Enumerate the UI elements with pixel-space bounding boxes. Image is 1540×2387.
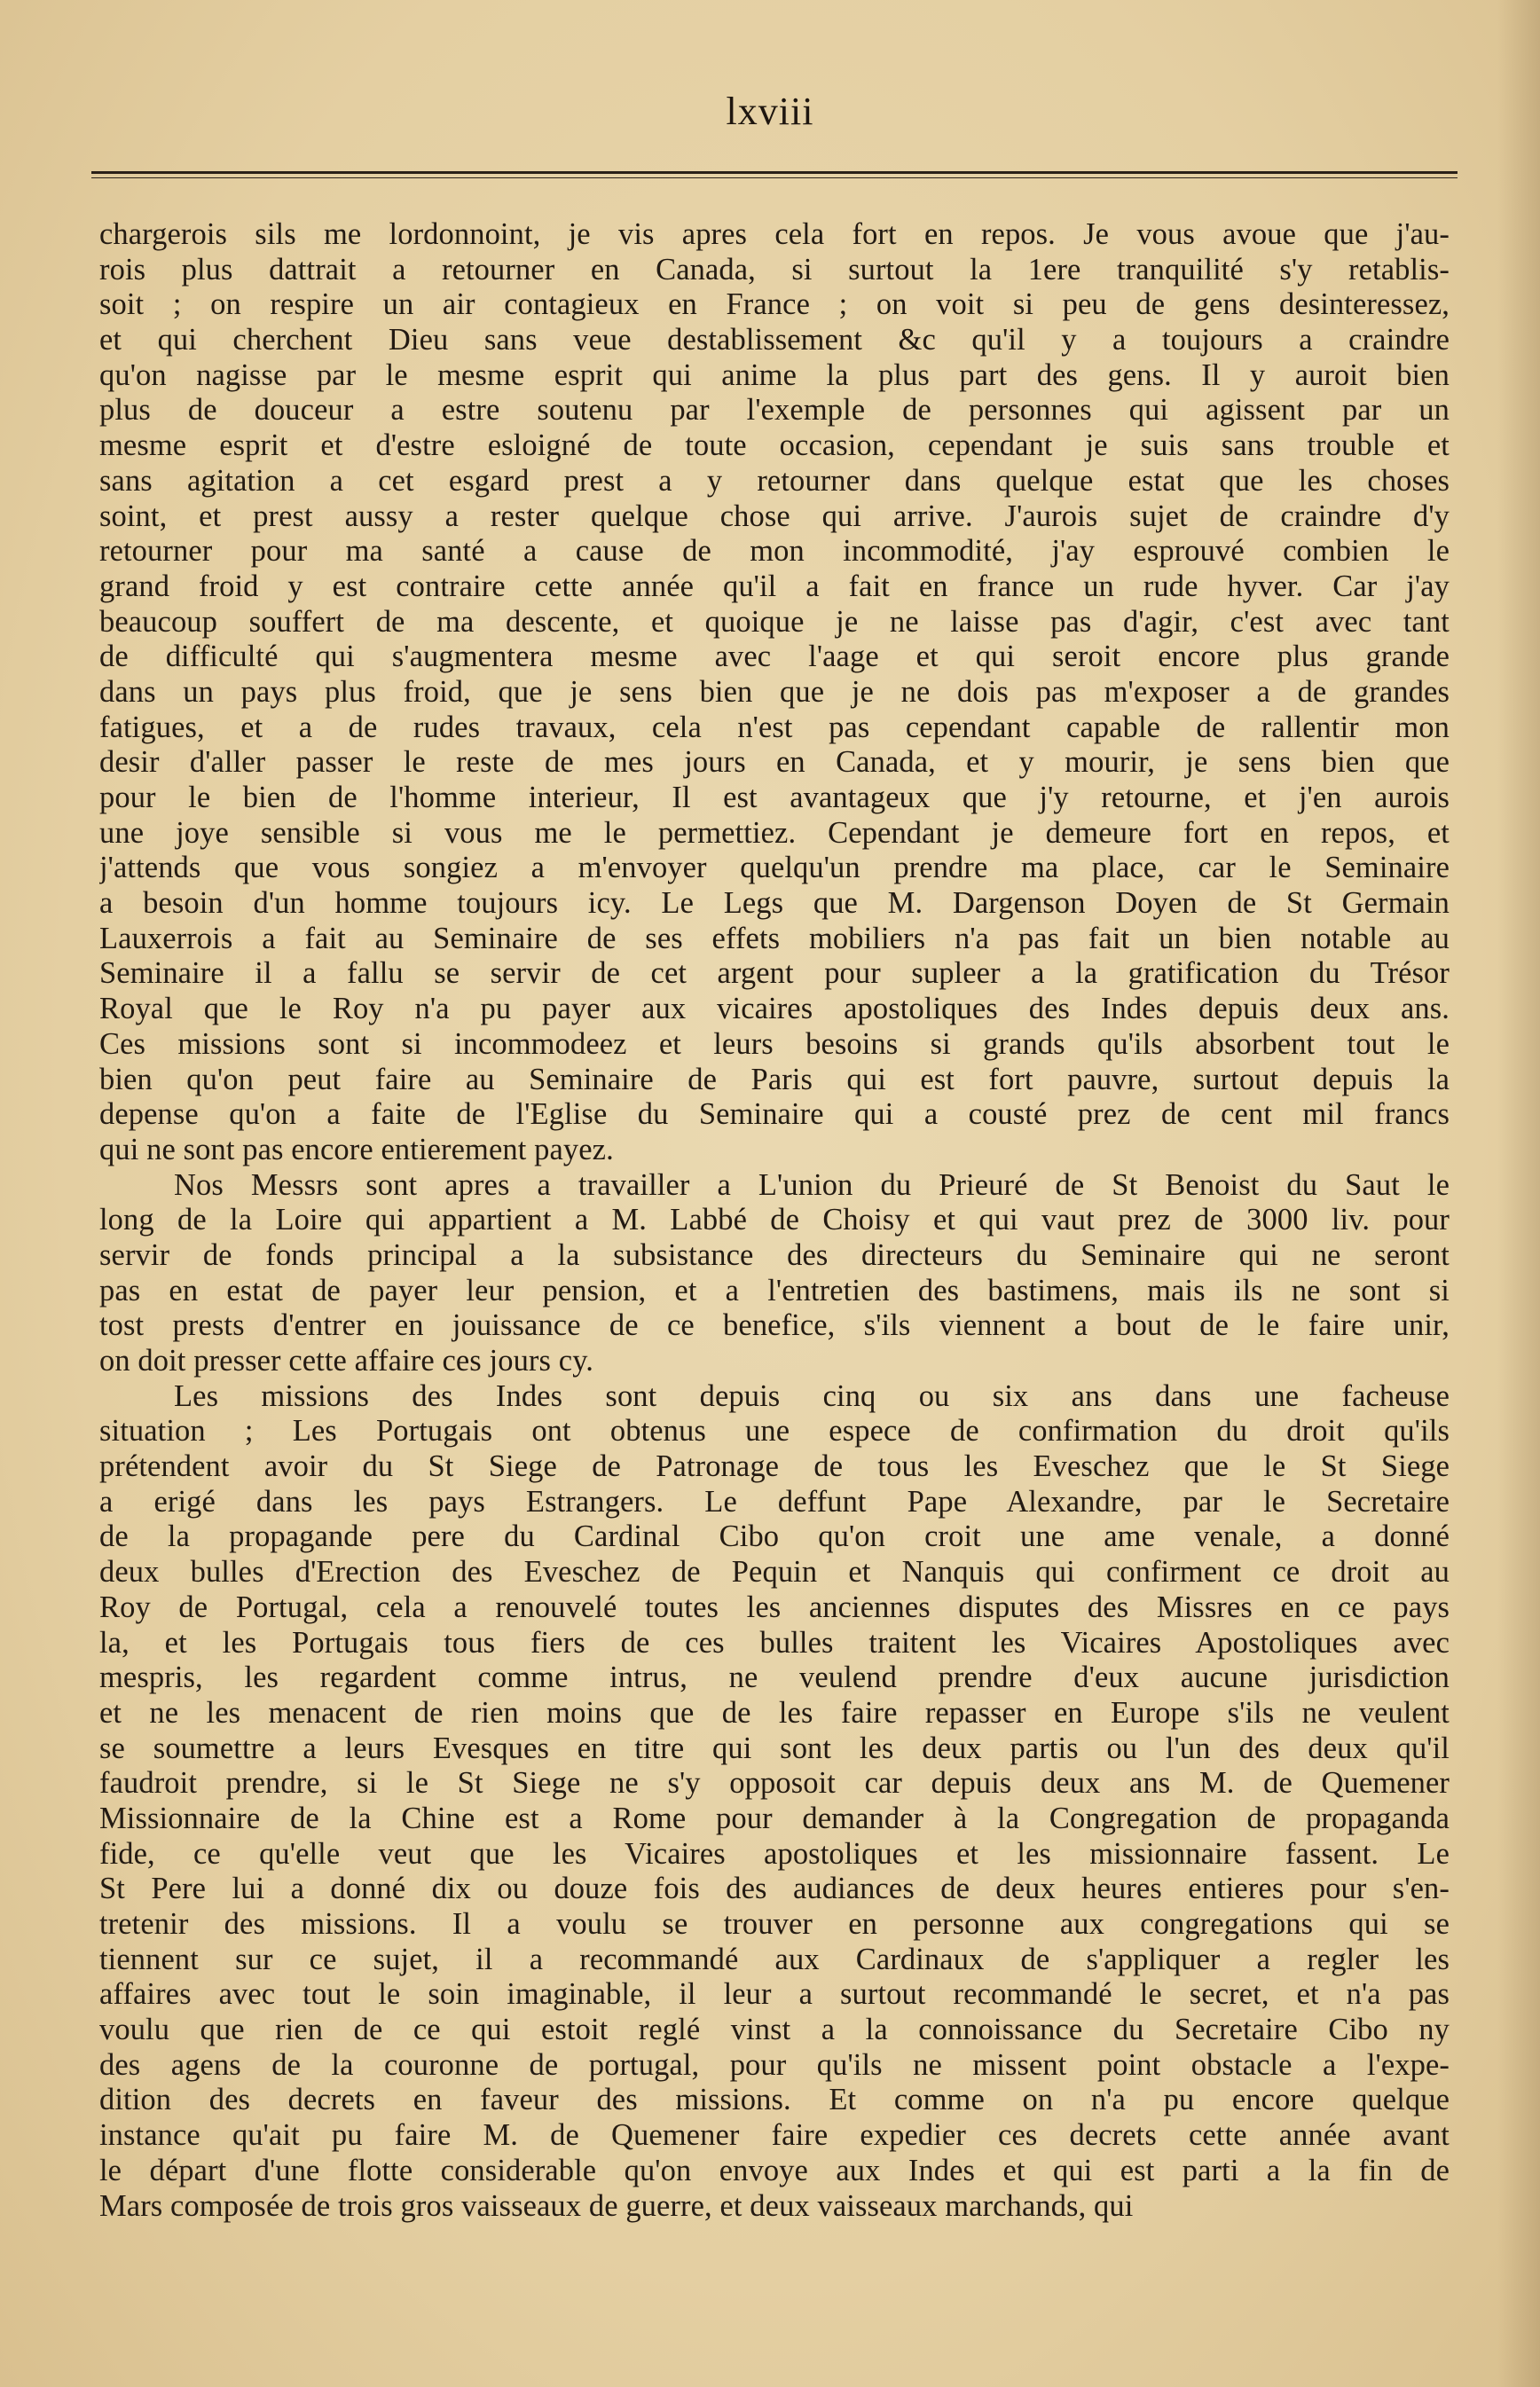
text-line: chargerois sils me lordonnoint, je vis apres cela fort en repos. Je vous avoue que j'au- <box>99 217 1450 251</box>
text-line: qui ne sont pas encore entierement payez. <box>99 1132 614 1166</box>
header-rule-thick <box>91 171 1458 174</box>
text-line: instance qu'ait pu faire M. de Quemener faire expedier ces decrets cette année avant <box>99 2118 1450 2153</box>
text-line: et qui cherchent Dieu sans veue destablissement &c qu'il y a toujours a craindre <box>99 323 1450 357</box>
text-line: on doit presser cette affaire ces jours cy. <box>99 1344 594 1378</box>
text-line: rois plus dattrait a retourner en Canada, si surtout la 1ere tranquilité s'y retablis- <box>99 252 1450 287</box>
gutter-shadow <box>1497 0 1540 2387</box>
text-line: Les missions des Indes sont depuis cinq ou six ans dans une facheuse <box>174 1378 1450 1413</box>
text-line: affaires avec tout le soin imaginable, il leur a surtout recommandé le secret, et n'a pas <box>99 1977 1450 2012</box>
text-line: servir de fonds principal a la subsistance des directeurs du Seminaire qui ne seront <box>99 1237 1450 1272</box>
text-line: retourner pour ma santé a cause de mon incommodité, j'ay esprouvé combien le <box>99 534 1450 569</box>
text-line: pour le bien de l'homme interieur, Il est avantageux que j'y retourne, et j'en aurois <box>99 781 1450 814</box>
text-line: soit ; on respire un air contagieux en France ; on voit si peu de gens desinteressez, <box>99 287 1450 322</box>
text-line: Lauxerrois a fait au Seminaire de ses effets mobiliers n'a pas fait un bien notable au <box>99 921 1450 955</box>
text-line: faudroit prendre, si le St Siege ne s'y opposoit car depuis deux ans M. de Quemener <box>99 1766 1450 1801</box>
text-line: grand froid y est contraire cette année qu'il a fait en france un rude hyver. Car j'ay <box>99 569 1450 603</box>
text-line: j'attends que vous songiez a m'envoyer quelqu'un prendre ma place, car le Seminaire <box>99 851 1450 885</box>
text-line: Royal que le Roy n'a pu payer aux vicaires apostoliques des Indes depuis deux ans. <box>99 992 1450 1026</box>
text-line: Roy de Portugal, cela a renouvelé toutes les anciennes disputes des Missres en ce pays <box>99 1590 1450 1624</box>
text-line: voulu que rien de ce qui estoit reglé vinst a la connoissance du Secretaire Cibo ny <box>99 2013 1450 2047</box>
text-line: Nos Messrs sont apres a travailler a L'union du Prieuré de St Benoist du Saut le <box>174 1167 1450 1202</box>
text-line: tost prests d'entrer en jouissance de ce benefice, s'ils viennent a bout de le faire unir, <box>99 1308 1450 1343</box>
text-line: dition des decrets en faveur des missions. Et comme on n'a pu encore quelque <box>99 2083 1450 2117</box>
text-line: qu'on nagisse par le mesme esprit qui anime la plus part des gens. Il y auroit bien <box>99 357 1450 392</box>
text-line: Mars composée de trois gros vaisseaux de guerre, et deux vaisseaux marchands, qui <box>99 2188 1134 2223</box>
text-line: St Pere lui a donné dix ou douze fois des audiances de deux heures entieres pour s'en- <box>99 1872 1450 1906</box>
text-line: fide, ce qu'elle veut que les Vicaires apostoliques et les missionnaire fassent. Le <box>99 1836 1450 1871</box>
text-line: sans agitation a cet esgard prest a y retourner dans quelque estat que les choses <box>99 463 1450 498</box>
text-line: beaucoup souffert de ma descente, et quoique je ne laisse pas d'agir, c'est avec tant <box>99 604 1450 639</box>
text-line: la, et les Portugais tous fiers de ces bulles traitent les Vicaires Apostoliques avec <box>99 1625 1450 1660</box>
text-line: Missionnaire de la Chine est a Rome pour demander à la Congregation de propaganda <box>99 1801 1450 1835</box>
text-line: Seminaire il a fallu se servir de cet argent pour supleer a la gratification du Trésor <box>99 956 1450 991</box>
header-rule-thin <box>91 177 1458 178</box>
text-line: a besoin d'un homme toujours icy. Le Legs que M. Dargenson Doyen de St Germain <box>99 886 1450 921</box>
text-line: dans un pays plus froid, que je sens bien que je ne dois pas m'exposer a de grandes <box>99 674 1450 709</box>
text-line: bien qu'on peut faire au Seminaire de Paris qui est fort pauvre, surtout depuis la <box>99 1062 1450 1096</box>
text-line: a erigé dans les pays Estrangers. Le deffunt Pape Alexandre, par le Secretaire <box>99 1484 1450 1519</box>
header-rule <box>91 171 1458 179</box>
text-line: long de la Loire qui appartient a M. Labbé de Choisy et qui vaut prez de 3000 liv. pour <box>99 1203 1450 1237</box>
text-line: de difficulté qui s'augmentera mesme avec l'aage et qui seroit encore plus grande <box>99 640 1450 674</box>
body-text <box>99 217 1450 2224</box>
text-line: pas en estat de payer leur pension, et a l'entretien des bastimens, mais ils ne sont si <box>99 1273 1450 1307</box>
text-line: de la propagande pere du Cardinal Cibo qu'on croit une ame venale, a donné <box>99 1519 1450 1554</box>
text-line: le départ d'une flotte considerable qu'on envoye aux Indes et qui est parti a la fin de <box>99 2153 1450 2187</box>
text-line: prétendent avoir du St Siege de Patronage de tous les Eveschez que le St Siege <box>99 1449 1450 1484</box>
text-line: desir d'aller passer le reste de mes jours en Canada, et y mourir, je sens bien que <box>99 745 1450 780</box>
text-line: deux bulles d'Erection des Eveschez de Pequin et Nanquis qui confirment ce droit au <box>99 1555 1450 1590</box>
text-line: plus de douceur a estre soutenu par l'exemple de personnes qui agissent par un <box>99 393 1450 428</box>
text-line: tretenir des missions. Il a voulu se trouver en personne aux congregations qui se <box>99 1907 1450 1941</box>
text-line: et ne les menacent de rien moins que de les faire repasser en Europe s'ils ne veulent <box>99 1695 1450 1730</box>
text-line: une joye sensible si vous me le permettiez. Cependant je demeure fort en repos, et <box>99 815 1450 850</box>
text-line: mespris, les regardent comme intrus, ne veulend prendre d'eux aucune jurisdiction <box>99 1661 1450 1695</box>
text-line: fatigues, et a de rudes travaux, cela n'est pas cependant capable de rallentir mon <box>99 710 1450 744</box>
text-line: situation ; Les Portugais ont obtenus une espece de confirmation du droit qu'ils <box>99 1414 1450 1449</box>
text-line: depense qu'on a faite de l'Eglise du Seminaire qui a cousté prez de cent mil francs <box>99 1097 1450 1132</box>
text-line: tiennent sur ce sujet, il a recommandé aux Cardinaux de s'appliquer a regler les <box>99 1942 1450 1976</box>
text-line: se soumettre a leurs Evesques en titre qui sont les deux partis ou l'un des deux qu'il <box>99 1731 1450 1765</box>
text-line: Ces missions sont si incommodeez et leurs besoins si grands qu'ils absorbent tout le <box>99 1026 1450 1061</box>
text-line: mesme esprit et d'estre esloigné de toute occasion, cependant je suis sans trouble et <box>99 428 1450 463</box>
text-line: soint, et prest aussy a rester quelque chose qui arrive. J'aurois sujet de craindre d'y <box>99 499 1450 533</box>
page-number: lxviii <box>726 90 814 133</box>
text-line: des agens de la couronne de portugal, pour qu'ils ne missent point obstacle a l'expe- <box>99 2047 1450 2082</box>
